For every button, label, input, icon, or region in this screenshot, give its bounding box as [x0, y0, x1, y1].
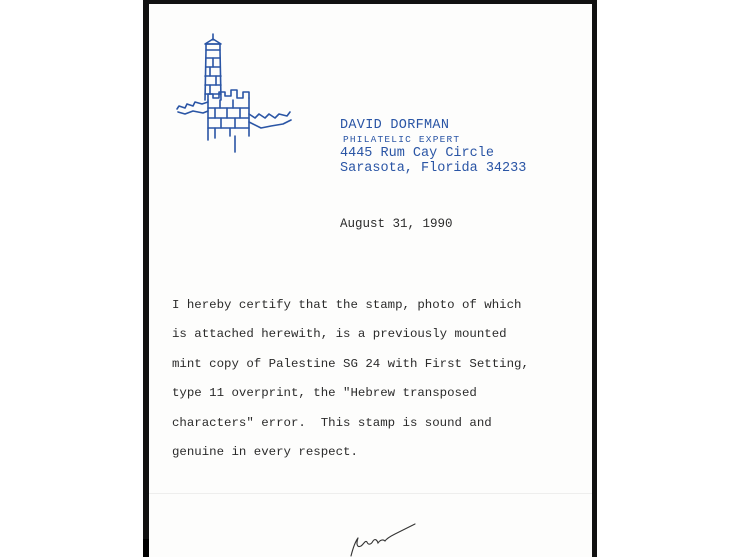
body-line: I hereby certify that the stamp, photo of which — [172, 298, 522, 312]
sender-name: DAVID DORFMAN — [340, 118, 450, 133]
tower-logo-icon — [175, 32, 295, 154]
address-line-2: Sarasota, Florida 34233 — [340, 161, 527, 176]
letterhead — [340, 117, 526, 176]
certificate-body — [172, 291, 529, 467]
body-line: is attached herewith, is a previously mounted — [172, 327, 507, 342]
body-line: mint copy of Palestine SG 24 with First Setting, — [172, 356, 529, 371]
signature-mark — [345, 512, 425, 557]
address-line-1: 4445 Rum Cay Circle — [340, 146, 494, 161]
body-line: genuine in every respect. — [172, 445, 358, 460]
paper-fold-line — [149, 493, 592, 494]
body-line: characters" error. This stamp is sound and — [172, 415, 492, 430]
sender-title: PHILATELIC EXPERT — [343, 134, 461, 145]
letter-page — [149, 4, 592, 557]
body-line: type 11 overprint, the "Hebrew transposed — [172, 386, 477, 401]
letter-date: August 31, 1990 — [340, 217, 453, 231]
